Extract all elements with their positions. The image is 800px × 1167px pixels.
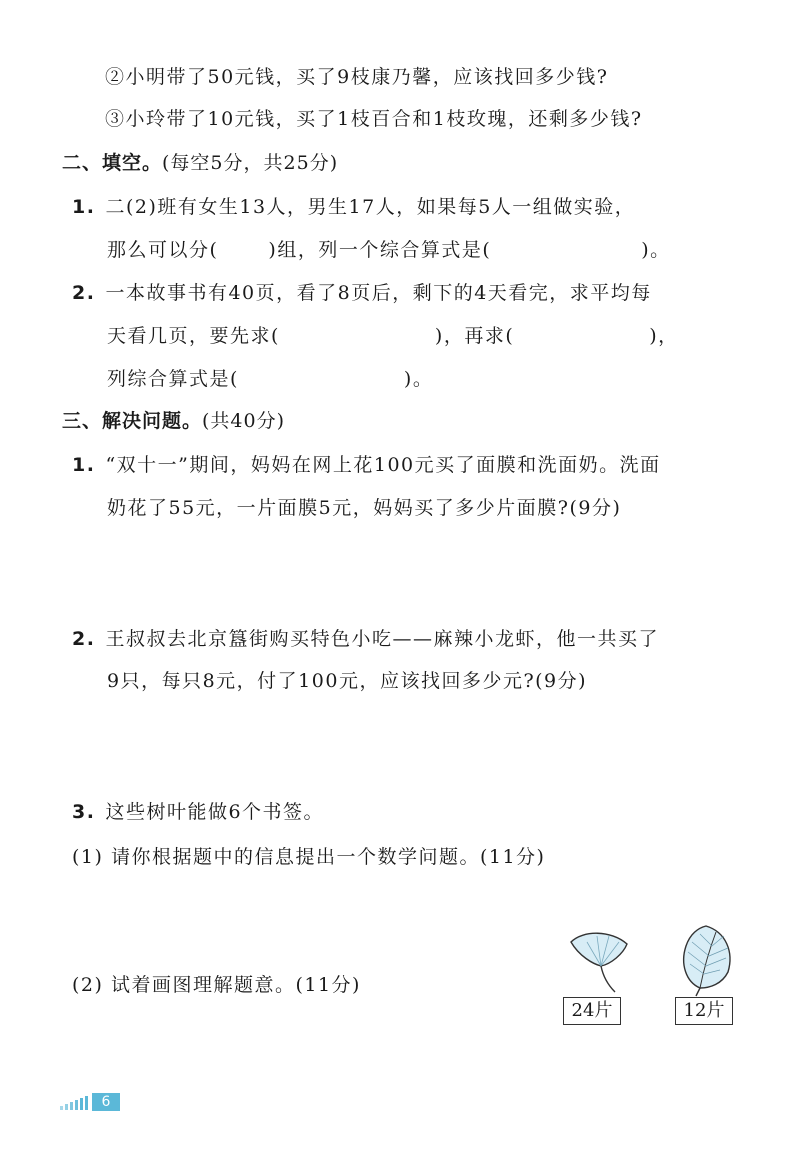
problem-1-line2: 奶花了55元，一片面膜5元，妈妈买了多少片面膜?(9分): [107, 497, 622, 519]
section-3-note: (共40分): [202, 410, 286, 432]
text-segment: 列综合算式是(: [107, 368, 239, 390]
problem-3-text: 这些树叶能做6个书签。: [105, 801, 325, 823]
problem-2-text: 王叔叔去北京簋街购买特色小吃——麻辣小龙虾，他一共买了: [105, 628, 659, 650]
question-number: 2.: [72, 282, 96, 304]
section-3-title: 三、解决问题。: [62, 410, 203, 432]
question-number: 1.: [72, 454, 96, 476]
text-segment: )。: [403, 368, 434, 390]
problem-2-line2: 9只，每只8元，付了100元，应该找回多少元?(9分): [107, 670, 588, 692]
problem-3-sub2: (2) 试着画图理解题意。(11分): [72, 974, 361, 996]
fill-question-2-line2: [107, 321, 679, 348]
page-bars-decoration: [60, 1094, 92, 1110]
question-number: 1.: [72, 196, 96, 218]
problem-1-line1: [72, 450, 661, 477]
leaf-icon: [676, 922, 738, 998]
text-segment: 天看几页，要先求(: [107, 325, 280, 347]
section-2-heading: [62, 148, 338, 175]
problem-2-line1: [72, 624, 659, 651]
leaf-count-label: 12片: [675, 997, 733, 1025]
fill-question-2-line1: [72, 278, 652, 305]
section-2-title: 二、填空。: [62, 152, 163, 174]
problem-1-text: “双十一”期间，妈妈在网上花100元买了面膜和洗面奶。洗面: [105, 454, 661, 476]
question-circle-2: ②小明带了50元钱，买了9枝康乃馨，应该找回多少钱?: [105, 66, 609, 88]
problem-3-line1: [72, 797, 324, 824]
question-number: 2.: [72, 628, 96, 650]
question-number: 3.: [72, 801, 96, 823]
section-3-heading: [62, 406, 285, 433]
fill-question-2-text: 一本故事书有40页，看了8页后，剩下的4天看完，求平均每: [105, 282, 652, 304]
page-number: 6: [92, 1093, 120, 1111]
text-segment: )，: [649, 325, 679, 347]
question-circle-3: ③小玲带了10元钱，买了1枝百合和1枝玫瑰，还剩多少钱?: [105, 108, 643, 130]
text-segment: 那么可以分(: [107, 239, 219, 261]
fill-question-1-text: 二(2)班有女生13人，男生17人，如果每5人一组做实验，: [105, 196, 636, 218]
fill-question-2-line3: [107, 364, 433, 391]
ginkgo-count-label: 24片: [563, 997, 621, 1025]
text-segment: )。: [641, 239, 671, 261]
text-segment: )组，列一个综合算式是(: [268, 239, 492, 261]
fill-question-1-line2: [107, 235, 671, 262]
text-segment: )，再求(: [434, 325, 515, 347]
ginkgo-leaf-icon: [565, 928, 635, 996]
fill-question-1-line1: [72, 192, 635, 219]
problem-3-sub1: (1) 请你根据题中的信息提出一个数学问题。(11分): [72, 846, 546, 868]
section-2-note: (每空5分，共25分): [162, 152, 339, 174]
